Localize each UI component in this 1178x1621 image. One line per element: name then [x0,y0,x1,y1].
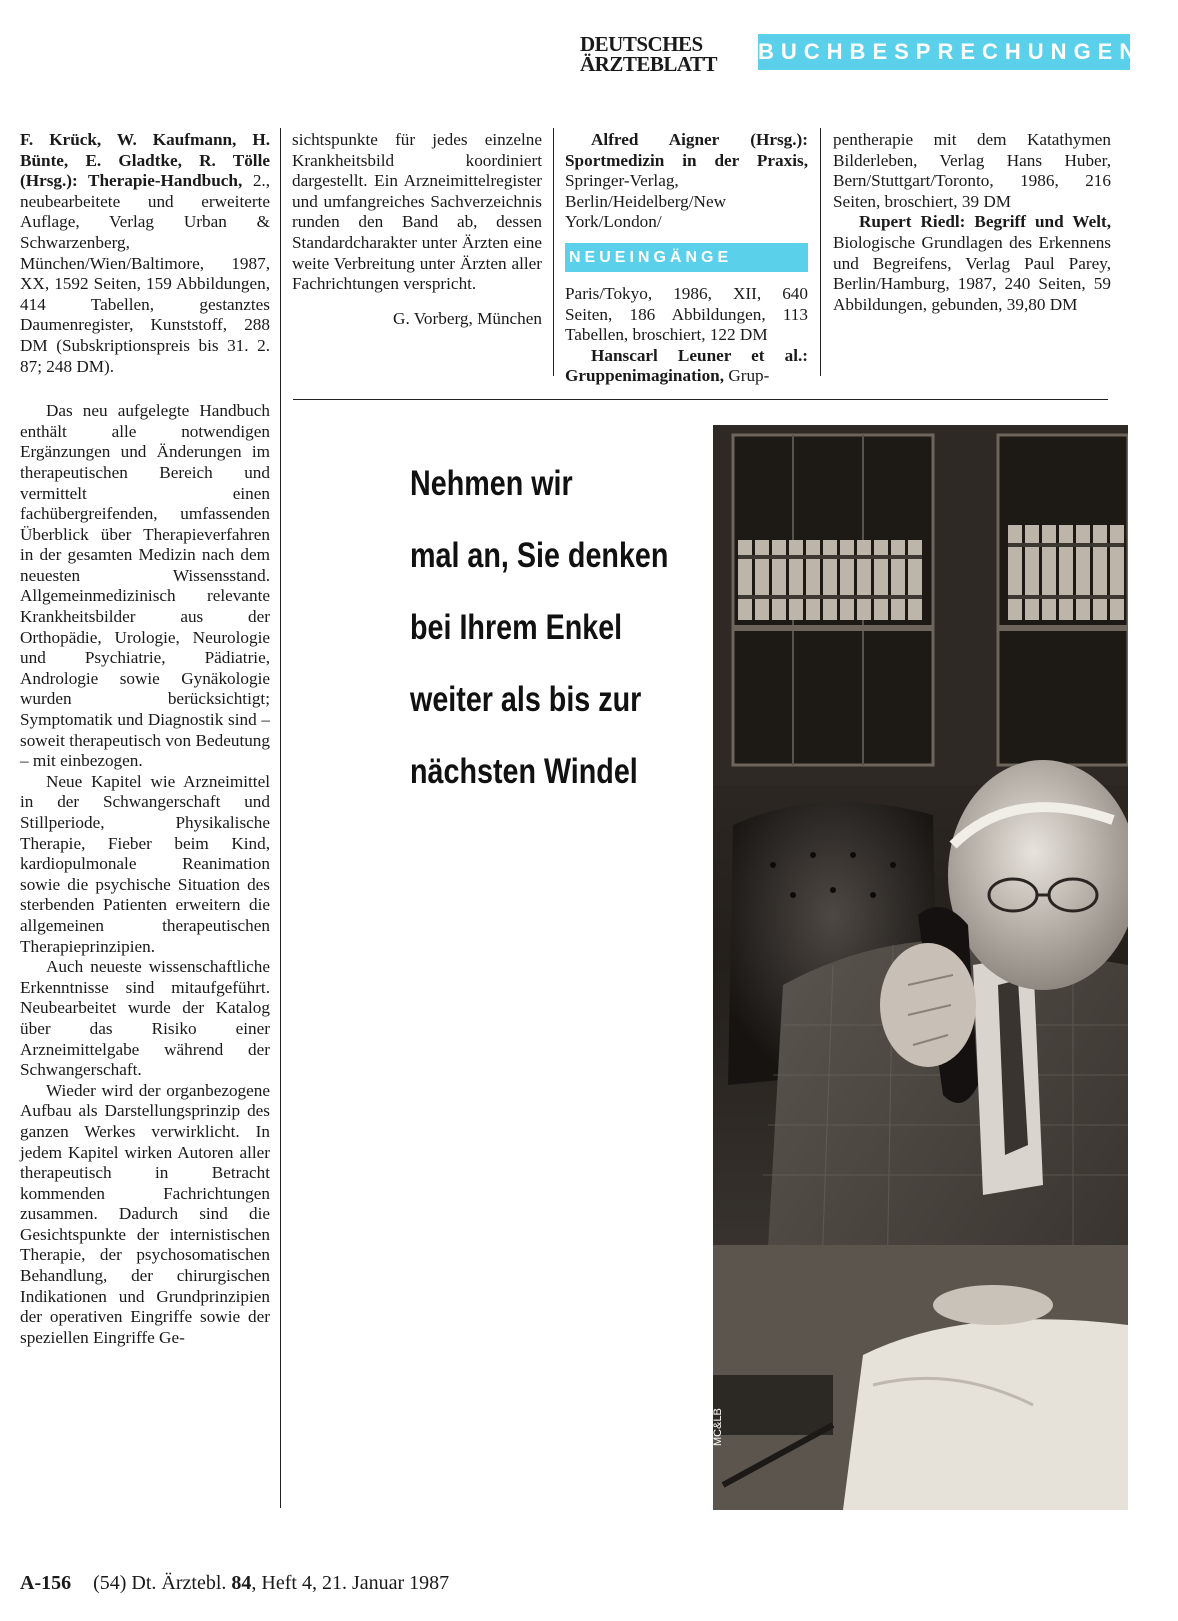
ad-photo [713,425,1128,1510]
arrival-2-biblio: Grup- [724,366,770,386]
page-footer [20,1572,449,1595]
citation-b: , Heft 4, 21. Januar 1987 [251,1572,450,1594]
ad-line-4: weiter als bis zur [410,680,642,719]
arrival-entry-1 [565,130,808,233]
column-1 [20,130,270,1348]
arrival-entry-3 [833,212,1111,315]
volume-number: 84 [231,1572,252,1594]
review-1-paragraph-1: Das neu aufgelegte Handbuch enthält alle notwendigen Ergänzungen und Änderungen im therapeutischen Bereich und vermittelt einen fachübergreifenden, umfassenden Überblick über Therapieverfahren in der gesamten Medizin nach dem neuesten Wissensstand. Allgemeinmedizinisch relevante Krankheitsbilder aus der Orthopädie, Urologie, Neurologie und Psychiatrie, Pädiatrie, Andrologie sowie Gynäkologie wurden berücksichtigt; Symptomatik und Diagnostik sind – soweit therapeutisch von Bedeutung – mit einbezogen. [20,401,270,771]
review-1-authors: F. Krück, W. Kaufmann, H. Bünte, E. Gladtke, R. Tölle (Hrsg.): Therapie-Handbuch, [20,130,270,191]
review-1-paragraph-2: Neue Kapitel wie Arzneimittel in der Schwangerschaft und Stillperiode, Physikalische Therapie, Fieber beim Kind, kardiopulmonale Reanimation sowie die psychische Situation des sterbenden Patienten erweitern die allgemeinen therapeutischen Therapieprinzipien. [20,771,270,956]
column-4 [833,130,1111,315]
photo-credit: MC&LB [712,1408,724,1446]
ad-top-rule [293,399,1108,400]
arrival-1-author: Alfred Aigner (Hrsg.): Sportmedizin in der Praxis, [565,130,808,170]
ad-line-2: mal an, Sie denken [410,536,669,575]
column-divider-3 [820,128,821,376]
ad-headline [410,448,669,808]
arrival-1-biblio-a: Springer-Verlag, Berlin/Heidelberg/New York/London/ [565,171,727,232]
ad-line-1: Nehmen wir [410,464,573,503]
masthead-line2: ÄRZTEBLATT [580,52,717,76]
arrival-3-biblio: Biologische Grundlagen des Erkennens und Begreifens, Verlag Paul Parey, Berlin/Hamburg, 1987, 240 Seiten, 59 Abbildungen, gebunden, 39,80 DM [833,232,1111,314]
citation-a: (54) Dt. Ärztebl. [93,1572,232,1594]
ad-line-3: bei Ihrem Enkel [410,608,623,647]
column-3 [565,130,808,387]
review-1-paragraph-4: Wieder wird der organbezogene Aufbau als Darstellungsprinzip des ganzen Werkes verwirklicht. In jedem Kapitel wirken Autoren aller therapeutisch in Betracht kommenden Fachrichtungen zusammen. Dadurch sind die Gesichtspunkte der internistischen Therapie, der psychosomatischen Behandlung, der chirurgischen Indikationen und Grundprinzipien der operativen Eingriffe sowie der speziellen Eingriffe Ge- [20,1080,270,1347]
review-1-continuation: sichtspunkte für jedes einzelne Krankheitsbild koordiniert dargestellt. Ein Arzneimittelregister und umfangreiches Sachverzeichnis runden den Band ab, dessen Standardcharakter unter Ärzten eine weite Verbreitung unter Ärzten aller Fachrichtungen verspricht. [292,130,542,294]
new-arrivals-banner: NEUEINGÄNGE [565,243,808,272]
section-banner: BUCHBESPRECHUNGEN [758,34,1130,70]
review-entry-1 [20,130,270,377]
masthead-logo [580,34,750,74]
column-2 [292,130,542,329]
page-number: A-156 [20,1572,72,1594]
review-1-paragraph-3: Auch neueste wissenschaftliche Erkenntnisse sind mitaufgeführt. Neubearbeitet wurde der Katalog über das Risiko einer Arzneimittelgabe während der Schwangerschaft. [20,957,270,1080]
arrival-entry-2 [565,346,808,387]
arrival-3-author: Rupert Riedl: Begriff und Welt, [859,212,1111,232]
arrival-1-biblio-b: Paris/Tokyo, 1986, XII, 640 Seiten, 186 Abbildungen, 113 Tabellen, broschiert, 122 DM [565,283,808,345]
review-1-biblio: 2., neubearbeitete und erweiterte Auflage, Verlag Urban & Schwarzenberg, München/Wien/Baltimore, 1987, XX, 1592 Seiten, 159 Abbildungen, 414 Tabellen, gestanztes Daumenregister, Kunststoff, 288 DM (Subskriptionspreis bis 31. 2. 87; 248 DM). [20,171,270,376]
ad-line-5: nächsten Windel [410,752,638,791]
masthead-line1: DEUTSCHES [580,32,703,56]
arrival-2-continuation: pentherapie mit dem Katathymen Bilderleben, Verlag Hans Huber, Bern/Stuttgart/Toronto, 1986, 216 Seiten, broschiert, 39 DM [833,130,1111,211]
reviewer-signature: G. Vorberg, München [393,308,542,328]
arrival-2-author: Hanscarl Leuner et al.: Gruppenimagination, [565,345,808,386]
column-divider-2 [553,128,554,376]
column-divider-1 [280,128,281,1508]
